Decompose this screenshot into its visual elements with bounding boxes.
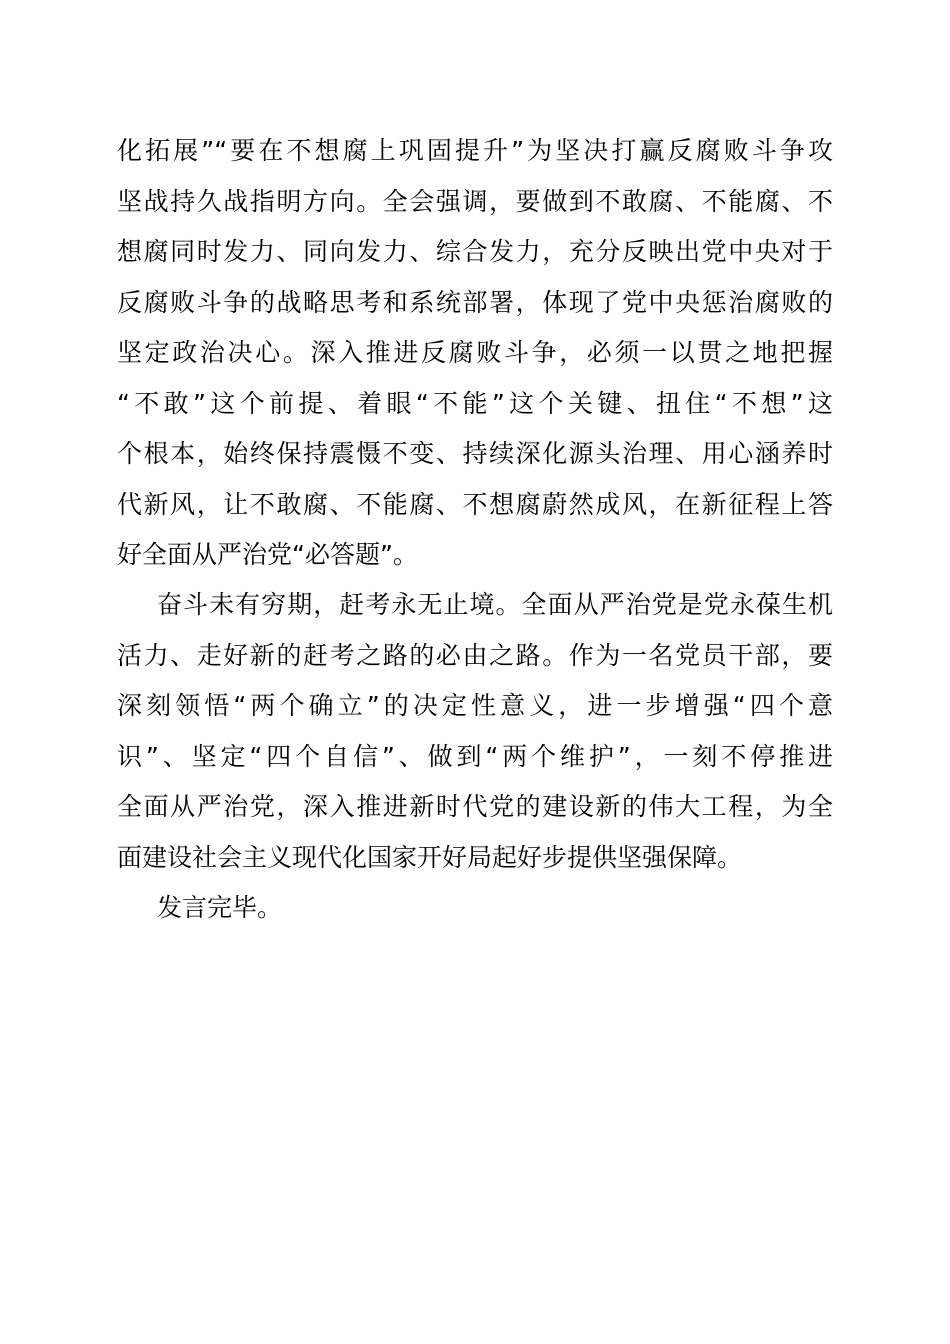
paragraph-line: 全面从严治党，深入推进新时代党的建设新的伟大工程，为全: [117, 792, 833, 821]
paragraph-line: “不敢”这个前提、着眼“不能”这个关键、扭住“不想”这: [117, 388, 833, 418]
paragraph-line: 坚战持久战指明方向。全会强调，要做到不敢腐、不能腐、不: [117, 186, 833, 216]
paragraph-2: [117, 580, 833, 883]
paragraph-line: 反腐败斗争的战略思考和系统部署，体现了党中央惩治腐败的: [117, 287, 833, 317]
paragraph-line: 好全面从严治党“必答题”。: [117, 540, 418, 569]
paragraph-line: 面建设社会主义现代化国家开好局起好步提供坚强保障。: [117, 842, 743, 872]
paragraph-line: 想腐同时发力、同向发力、综合发力，充分反映出党中央对于: [117, 237, 833, 266]
paragraph-3: [117, 883, 833, 934]
paragraph-line: 坚定政治决心。深入推进反腐败斗争，必须一以贯之地把握: [117, 338, 833, 367]
paragraph-line: 深刻领悟“两个确立”的决定性意义，进一步增强“四个意: [117, 691, 833, 720]
paragraph-line: 识”、坚定“四个自信”、做到“两个维护”，一刻不停推进: [117, 741, 833, 771]
paragraph-line: 个根本，始终保持震慑不变、持续深化源头治理、用心涵养时: [117, 439, 833, 468]
paragraph-1: [117, 126, 833, 581]
paragraph-line: 奋斗未有穷期，赶考永无止境。全面从严治党是党永葆生机: [157, 590, 833, 619]
paragraph-line: 活力、走好新的赶考之路的必由之路。作为一名党员干部，要: [117, 640, 833, 670]
paragraph-line: 化拓展”“要在不想腐上巩固提升”为坚决打赢反腐败斗争攻: [117, 136, 833, 165]
paragraph-line: 发言完毕。: [157, 893, 283, 922]
paragraph-line: 代新风，让不敢腐、不能腐、不想腐蔚然成风，在新征程上答: [117, 489, 833, 519]
